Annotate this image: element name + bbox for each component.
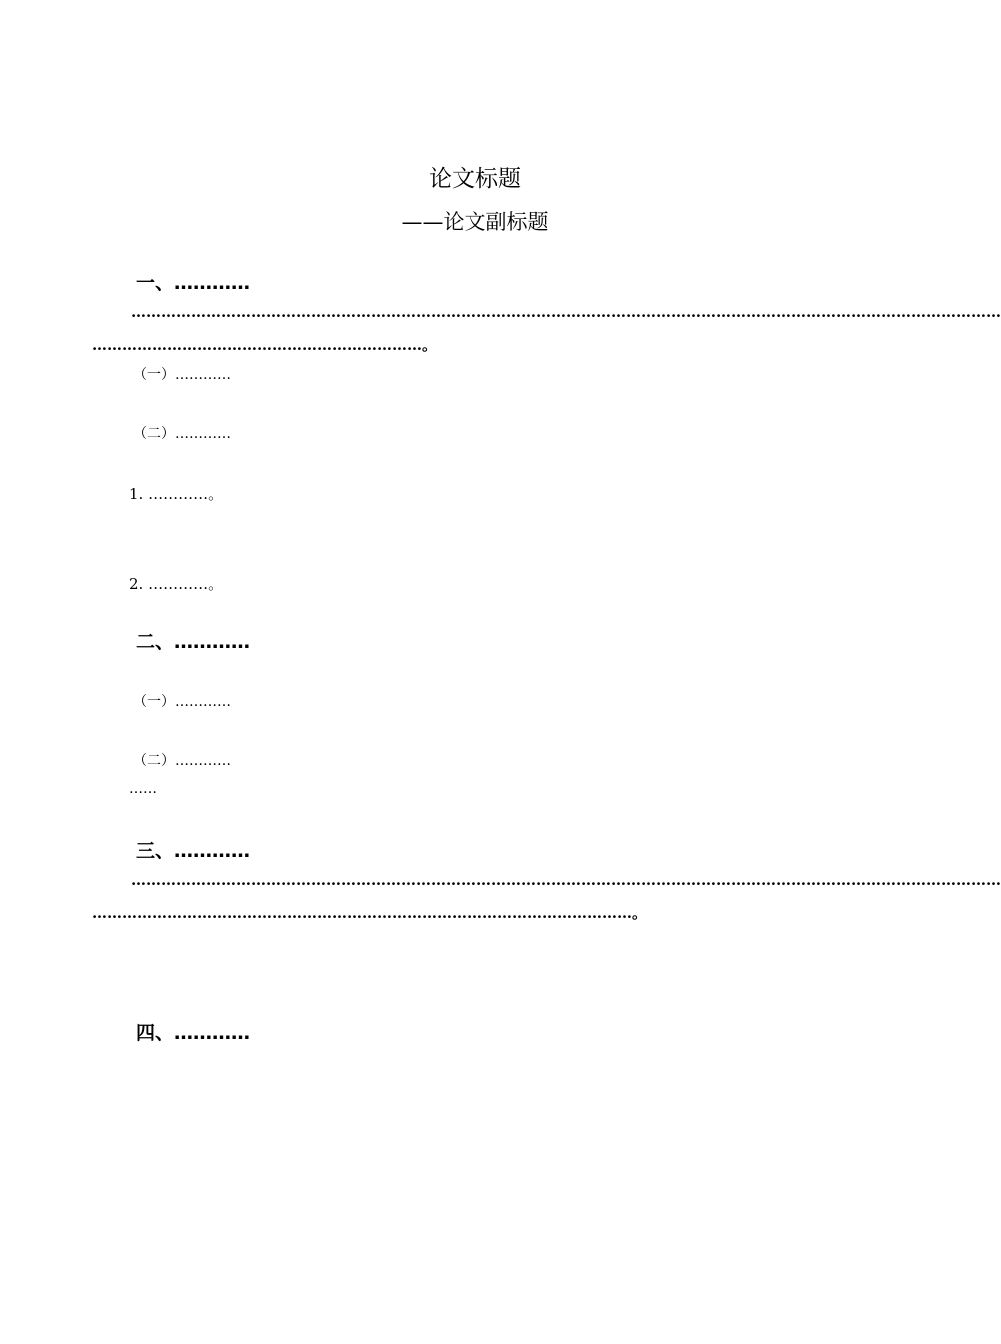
section-2-subheading-2: （二）………… xyxy=(133,753,231,769)
section-1-item-1: 1. …………。 xyxy=(129,485,224,503)
section-heading-2: 二、………… xyxy=(136,631,251,653)
section-2-subheading-1: （一）………… xyxy=(133,694,231,710)
section-3-paragraph-line-1: ………………………………………………………………………………………………………………………………………………………… xyxy=(131,871,1001,889)
section-1-item-2: 2. …………。 xyxy=(129,575,224,593)
section-2-ellipsis: …… xyxy=(129,781,157,797)
section-1-subheading-2: （二）………… xyxy=(133,426,231,442)
section-heading-4: 四、………… xyxy=(136,1022,251,1044)
section-heading-1: 一、………… xyxy=(136,272,251,294)
section-1-paragraph-line-2: …………………………………………………………。 xyxy=(92,336,438,354)
section-1-paragraph-line-1: ………………………………………………………………………………………………………………………………………………………… xyxy=(131,303,1001,321)
section-3-paragraph-line-2: ………………………………………………………………………………………………。 xyxy=(92,904,648,922)
paper-subtitle: ——论文副标题 xyxy=(401,210,549,234)
section-1-subheading-1: （一）………… xyxy=(133,367,231,383)
section-heading-3: 三、………… xyxy=(136,840,251,862)
paper-title: 论文标题 xyxy=(429,166,521,192)
